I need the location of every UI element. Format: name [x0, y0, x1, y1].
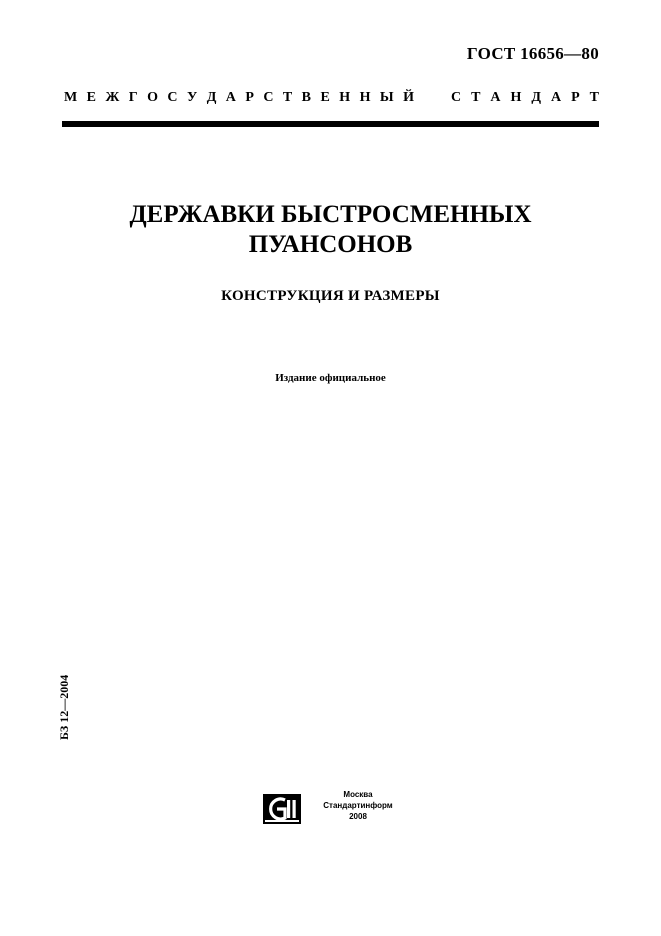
- document-title: [0, 200, 661, 260]
- standard-type-word-2: [451, 90, 599, 106]
- title-line-1: ДЕРЖАВКИ БЫСТРОСМЕННЫХ: [129, 201, 532, 228]
- standard-type-letter: С: [451, 90, 462, 105]
- standard-type-letter: Д: [531, 90, 541, 105]
- publisher-info: [312, 789, 404, 822]
- standard-type-letter: М: [64, 90, 78, 105]
- standard-type-letter: С: [167, 90, 178, 105]
- standard-type-letter: Г: [128, 90, 138, 105]
- standard-type-letter: Н: [359, 90, 371, 105]
- standard-type-letter: Д: [206, 90, 217, 105]
- standard-type-letter: Р: [571, 90, 580, 105]
- publisher-city: Москва: [343, 790, 373, 799]
- gost-number: ГОСТ 16656—80: [466, 44, 599, 63]
- standard-type-heading: [64, 90, 599, 106]
- standard-type-letter: Н: [339, 90, 351, 105]
- title-line-2: ПУАНСОНОВ: [248, 231, 413, 258]
- header-rule: [62, 121, 599, 127]
- standartinform-logo-icon: [263, 794, 301, 824]
- standard-type-letter: Й: [403, 90, 414, 105]
- standard-type-letter: В: [301, 90, 312, 105]
- standard-type-letter: Р: [245, 90, 254, 105]
- publisher-name: Стандартинформ: [323, 801, 393, 810]
- publisher-year: 2008: [349, 812, 367, 821]
- standard-type-letter: А: [490, 90, 501, 105]
- standard-type-letter: У: [186, 90, 198, 105]
- standard-type-letter: Н: [510, 90, 522, 105]
- standard-type-letter: Ы: [379, 90, 394, 105]
- side-code: БЗ 12—2004: [57, 674, 71, 740]
- standard-type-letter: Т: [471, 90, 481, 105]
- standard-type-letter: Ж: [105, 90, 120, 105]
- standard-type-letter: А: [225, 90, 236, 105]
- standard-type-letter: Е: [320, 90, 330, 105]
- standard-type-word-1: [64, 90, 414, 106]
- standard-type-letter: С: [263, 90, 274, 105]
- document-subtitle: КОНСТРУКЦИЯ И РАЗМЕРЫ: [221, 288, 440, 304]
- edition-note: Издание официальное: [275, 372, 386, 384]
- standard-type-letter: Е: [86, 90, 96, 105]
- standard-type-letter: Т: [282, 90, 293, 105]
- standard-type-letter: О: [147, 90, 158, 105]
- standard-type-letter: Т: [589, 90, 599, 105]
- standard-type-letter: А: [550, 90, 562, 105]
